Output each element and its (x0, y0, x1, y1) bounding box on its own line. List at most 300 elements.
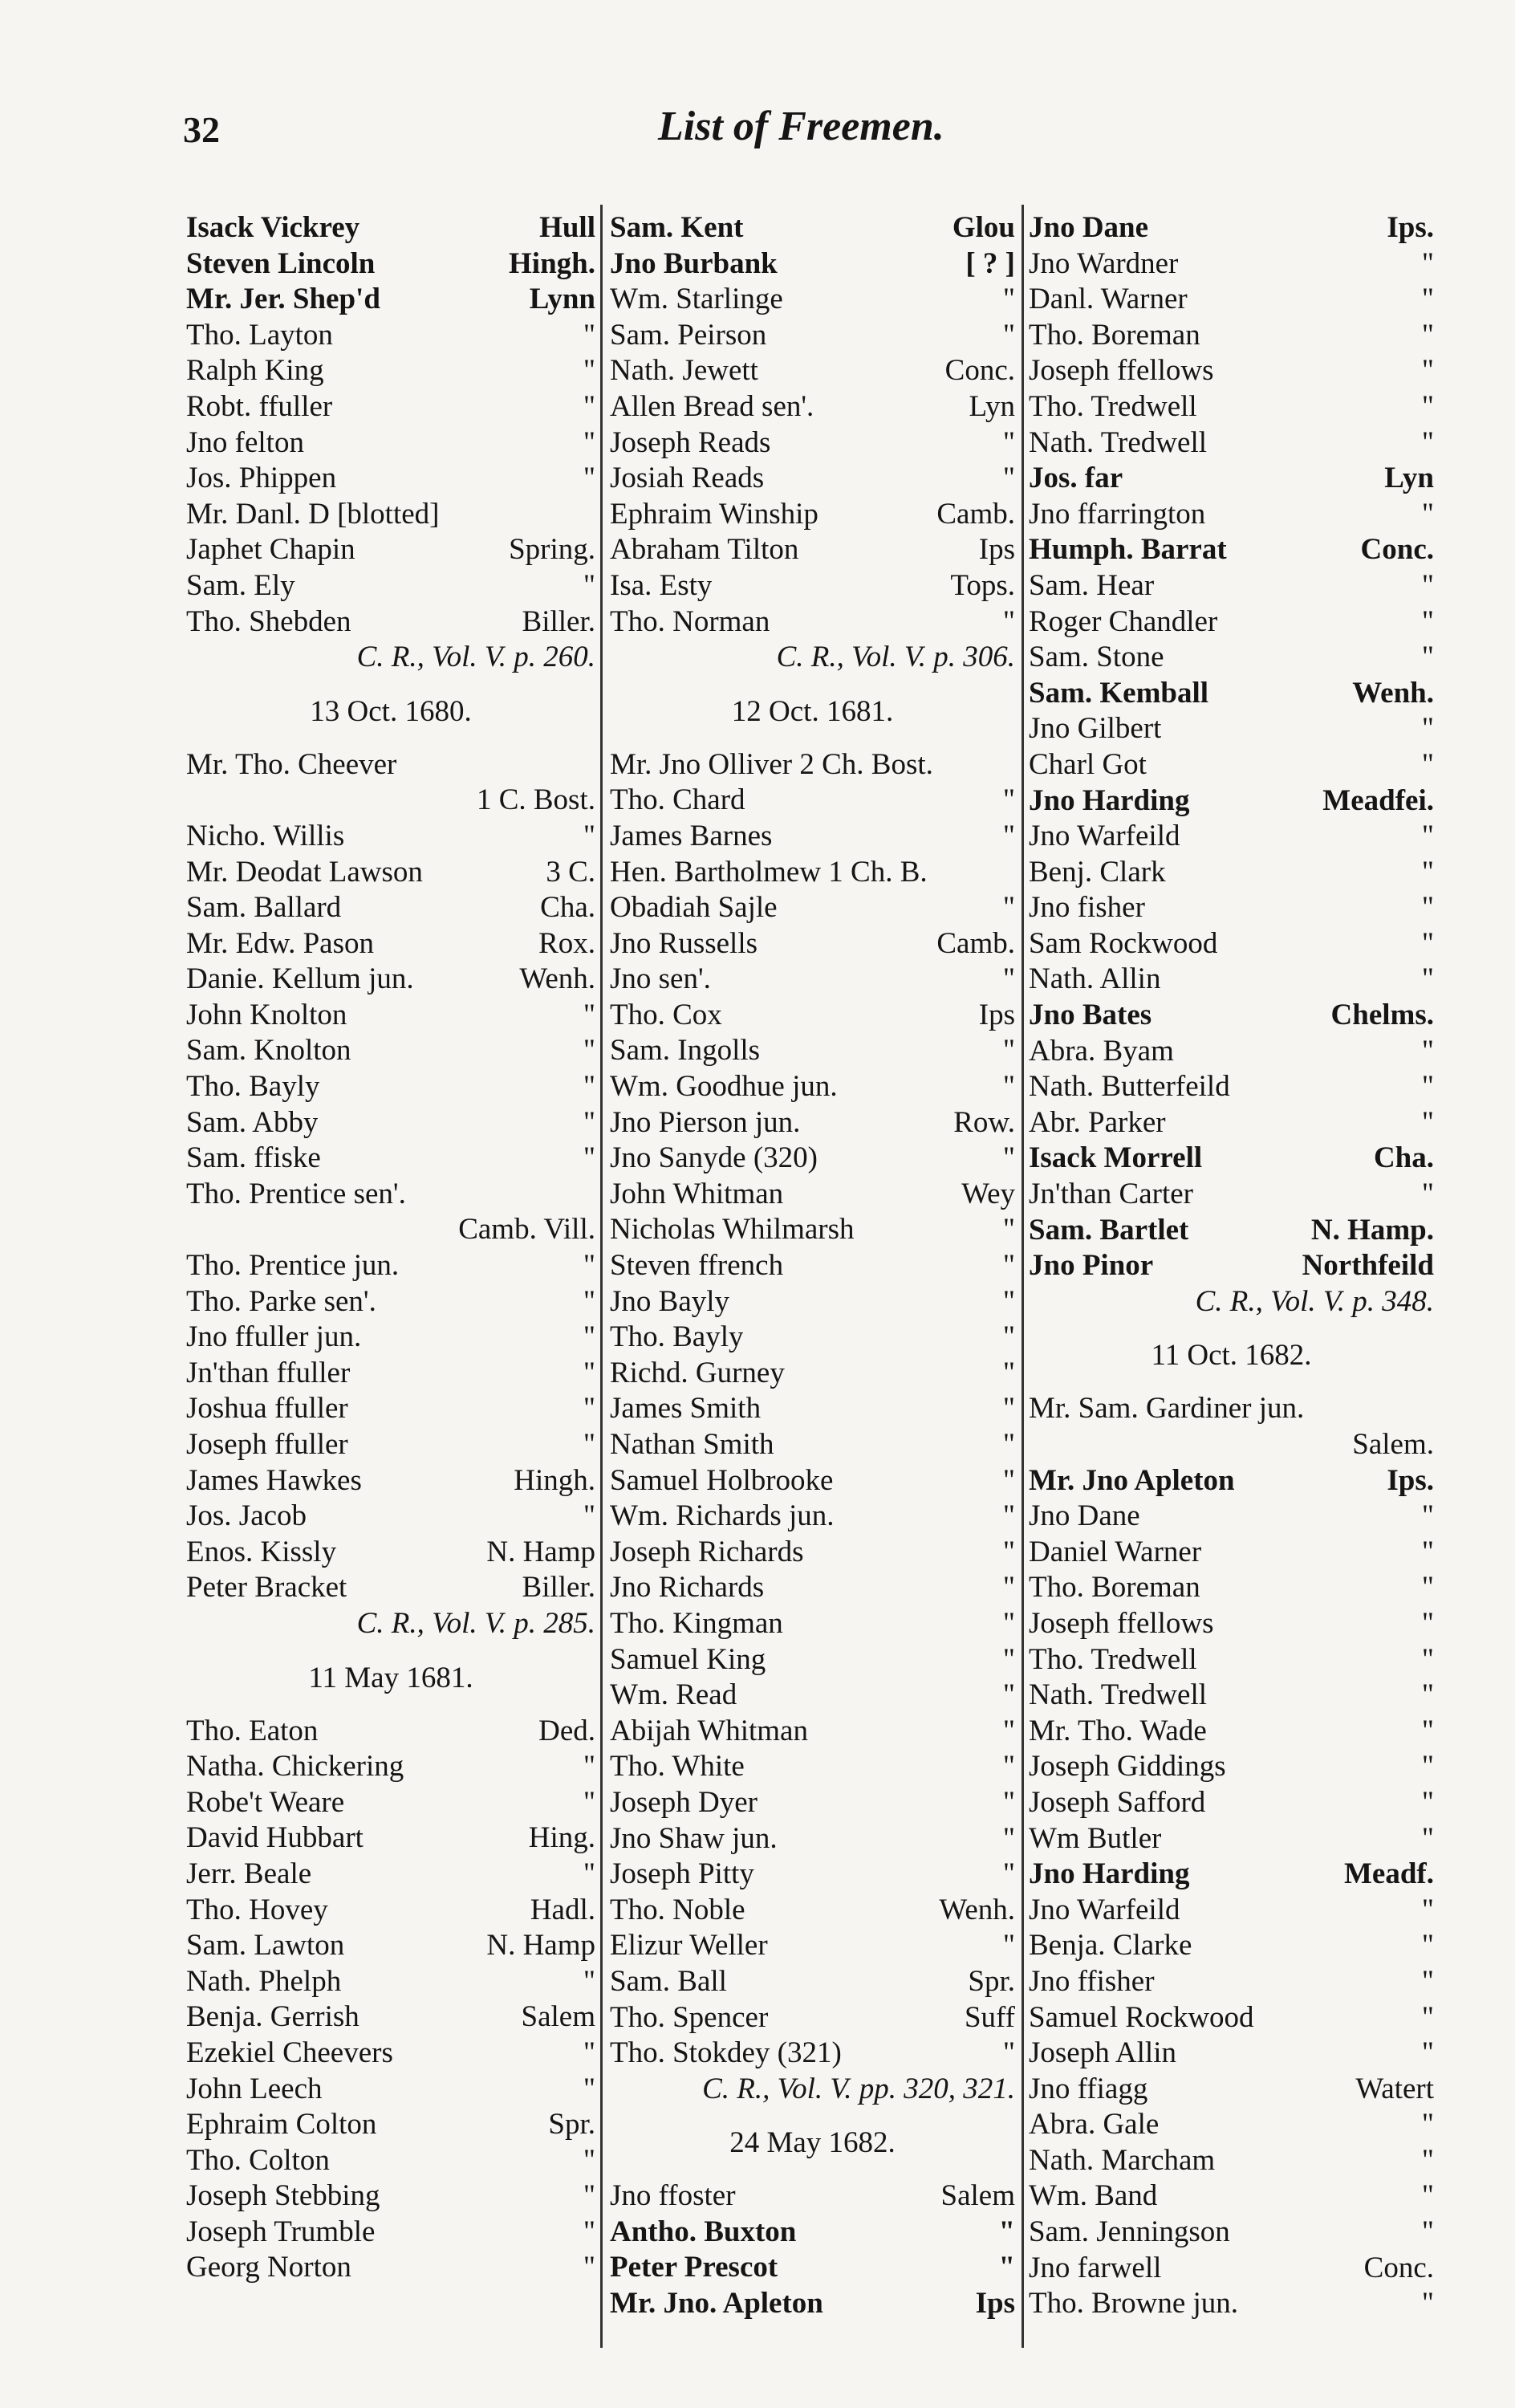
freeman-town: " (1421, 820, 1434, 853)
court-record-reference: C. R., Vol. V. p. 348. (1195, 1284, 1434, 1318)
freeman-entry (1029, 640, 1434, 676)
freeman-town: " (1002, 1750, 1015, 1784)
freeman-entry (1029, 568, 1434, 604)
freeman-town: " (1002, 425, 1015, 459)
freeman-name: Mr. Tho. Cheever (186, 747, 397, 781)
freeman-town: " (1002, 1320, 1015, 1354)
freeman-town: Tops. (950, 568, 1015, 602)
freeman-entry (610, 1391, 1015, 1427)
freeman-name: Joseph Reads (610, 425, 771, 459)
page-number: 32 (183, 109, 220, 150)
freeman-town: Hadl. (530, 1893, 595, 1926)
freeman-entry (186, 1928, 595, 1964)
freeman-name: Obadiah Sajle (610, 891, 778, 925)
freeman-entry (186, 1820, 595, 1857)
freeman-name: Enos. Kissly (186, 1535, 337, 1568)
freeman-name: Jno Wardner (1029, 246, 1179, 280)
freeman-town: " (583, 354, 595, 388)
freeman-entry (610, 926, 1015, 962)
freeman-name: Sam. Kemball (1029, 676, 1209, 710)
freeman-name: Jno Pierson jun. (610, 1105, 801, 1139)
freeman-name: Elizur Weller (610, 1929, 768, 1963)
freeman-town: " (1421, 1499, 1434, 1533)
freeman-name: Georg Norton (186, 2251, 351, 2284)
freeman-entry (186, 926, 595, 962)
freeman-entry (1029, 1141, 1434, 1177)
freeman-name: Jno felton (186, 425, 304, 459)
freeman-entry (610, 2215, 1015, 2251)
freeman-name: Benja. Gerrish (186, 2000, 359, 2034)
freeman-town: " (1421, 1178, 1434, 1211)
freeman-entry (1029, 1570, 1434, 1606)
freeman-name: Sam. Ingolls (610, 1034, 761, 1068)
freeman-name: Sam. Hear (1029, 568, 1155, 602)
freeman-entry (186, 1499, 595, 1535)
court-record-reference: C. R., Vol. V. p. 285. (356, 1606, 595, 1640)
freeman-town: " (1421, 891, 1434, 925)
freeman-town: " (583, 1857, 595, 1890)
freeman-name: Danie. Kellum jun. (186, 962, 414, 996)
freeman-name: Jos. Jacob (186, 1499, 307, 1533)
freeman-entry (1029, 2286, 1434, 2322)
freeman-entry (1029, 2251, 1434, 2287)
freeman-town: " (583, 2072, 595, 2105)
freeman-town: " (583, 1105, 595, 1139)
freeman-town: Ips. (1387, 211, 1434, 244)
freeman-town: " (1002, 1929, 1015, 1963)
freeman-entry (1029, 1928, 1434, 1964)
freeman-name: Jno Warfeild (1029, 820, 1180, 853)
freeman-name: Sam. Abby (186, 1105, 319, 1139)
freeman-town: " (583, 1034, 595, 1068)
freeman-name: Jno Russells (610, 926, 758, 960)
freeman-name: Abijah Whitman (610, 1714, 808, 1747)
freeman-town: " (1421, 2287, 1434, 2321)
freeman-entry (186, 962, 595, 998)
freeman-town: [ ? ] (965, 246, 1015, 280)
freeman-town: Hing. (528, 1821, 595, 1855)
freeman-town: " (583, 1141, 595, 1175)
freeman-name: Peter Bracket (186, 1571, 347, 1605)
freeman-entry (186, 998, 595, 1034)
freeman-name: Daniel Warner (1029, 1535, 1202, 1568)
freeman-town: Conc. (1360, 533, 1434, 567)
freeman-town: " (583, 2143, 595, 2177)
freeman-name: Nicholas Whilmarsh (610, 1213, 855, 1247)
freeman-name: Joseph ffellows (1029, 354, 1214, 388)
freeman-entry (1029, 711, 1434, 747)
freeman-entry (1029, 1248, 1434, 1284)
freeman-town: " (583, 318, 595, 352)
freeman-town: Spring. (509, 533, 595, 567)
freeman-entry (186, 1964, 595, 2000)
freeman-town: " (1421, 926, 1434, 960)
freeman-name: Joseph Pitty (610, 1857, 754, 1891)
freeman-town: " (1002, 783, 1015, 817)
freeman-name: Joseph Giddings (1029, 1750, 1226, 1784)
freeman-town: " (1421, 855, 1434, 889)
freeman-entry (186, 1391, 595, 1427)
freeman-town: " (1421, 1034, 1434, 1068)
freeman-name: Mr. Jer. Shep'd (186, 283, 380, 316)
freeman-town: " (1421, 1105, 1434, 1139)
freeman-name: James Barnes (610, 819, 773, 852)
freeman-name: Jno Richards (610, 1571, 765, 1605)
freeman-entry (1029, 1821, 1434, 1857)
freeman-entry (1029, 532, 1434, 568)
freeman-name: Josiah Reads (610, 462, 765, 495)
freeman-town: " (1421, 1821, 1434, 1855)
freeman-town: Watert (1355, 2072, 1434, 2105)
freeman-entry (186, 389, 595, 425)
freeman-town: " (1002, 1284, 1015, 1318)
freeman-name: John Knolton (186, 998, 347, 1031)
freeman-entry (610, 1893, 1015, 1929)
freeman-town: " (1421, 2000, 1434, 2034)
freeman-entry (610, 1141, 1015, 1177)
freeman-entry (186, 425, 595, 462)
freeman-name: Joseph Richards (610, 1535, 804, 1568)
freeman-name: Tho. Cox (610, 998, 722, 1031)
section-date-heading: 12 Oct. 1681. (731, 694, 894, 728)
freeman-entry (1029, 1499, 1434, 1535)
freeman-entry (186, 1785, 595, 1821)
freeman-entry (1029, 1463, 1434, 1499)
freeman-name: Jerr. Beale (186, 1857, 312, 1890)
freeman-entry (1029, 389, 1434, 425)
town-continuation: Salem. (1352, 1428, 1434, 1461)
freeman-town: " (1421, 604, 1434, 638)
freeman-entry (186, 318, 595, 354)
section-date-heading: 13 Oct. 1680. (310, 694, 472, 728)
freeman-town: " (1421, 1750, 1434, 1784)
freeman-entry (610, 1463, 1015, 1499)
freeman-name: Sam. Ely (186, 568, 295, 602)
freeman-name: Ralph King (186, 354, 324, 388)
freeman-entry (1029, 1069, 1434, 1105)
freeman-town: Rox. (538, 926, 595, 960)
freeman-town: Spr. (548, 2108, 595, 2142)
freeman-name: Jno ffoster (610, 2179, 736, 2213)
freeman-town: " (1421, 2143, 1434, 2177)
freeman-entry (186, 353, 595, 389)
freeman-town: N. Hamp (486, 1535, 595, 1568)
freeman-entry (610, 2286, 1015, 2322)
freeman-name: Ephraim Winship (610, 497, 818, 531)
freeman-entry (1029, 353, 1434, 389)
freeman-town: Ips. (1387, 1463, 1434, 1497)
freeman-name: Jno fisher (1029, 891, 1145, 925)
freeman-name: Joseph ffellows (1029, 1606, 1214, 1640)
freeman-entry (186, 1356, 595, 1392)
freeman-name: Tho. Tredwell (1029, 389, 1197, 423)
freeman-name: Jno Burbank (610, 246, 778, 280)
freeman-entry (186, 1999, 595, 2036)
freeman-name: Jno ffuller jun. (186, 1320, 362, 1354)
freeman-entry (1029, 676, 1434, 712)
court-record-reference: C. R., Vol. V. p. 260. (356, 641, 595, 674)
freeman-entry (1029, 497, 1434, 533)
freeman-name: Ezekiel Cheevers (186, 2036, 393, 2069)
freeman-town: Salem (940, 2179, 1015, 2213)
freeman-entry (1029, 246, 1434, 283)
freeman-town: " (1421, 747, 1434, 781)
freeman-name: Tho. Prentice sen'. (186, 1177, 406, 1210)
freeman-town: " (1002, 891, 1015, 925)
freeman-entry (186, 568, 595, 604)
freeman-entry (610, 962, 1015, 998)
freeman-name: Jno sen'. (610, 962, 711, 996)
freeman-town: Biller. (522, 604, 595, 638)
freeman-name: Nath. Marcham (1029, 2143, 1216, 2177)
freeman-town: " (583, 1356, 595, 1389)
freeman-entry (1029, 282, 1434, 318)
freeman-entry (610, 1535, 1015, 1571)
freeman-town: " (583, 389, 595, 423)
freeman-town: Northfeild (1302, 1249, 1434, 1283)
freeman-entry (1029, 1964, 1434, 2000)
freeman-entry (1029, 318, 1434, 354)
freeman-name: Steven Lincoln (186, 246, 376, 280)
freeman-name: Wm. Starlinge (610, 283, 783, 316)
freeman-town: " (1002, 1642, 1015, 1676)
freeman-entry (610, 1749, 1015, 1785)
freeman-town: Wenh. (939, 1893, 1015, 1926)
freeman-town: " (1421, 1714, 1434, 1747)
freeman-entry (1029, 604, 1434, 641)
freeman-town: Hingh. (514, 1463, 595, 1497)
freeman-town: " (1421, 641, 1434, 674)
freeman-name: Tho. Layton (186, 318, 333, 352)
freeman-town: Ips (978, 533, 1015, 567)
freeman-entry (1029, 1391, 1434, 1427)
freeman-entry (1029, 1177, 1434, 1213)
freeman-name: Jno Bayly (610, 1284, 730, 1318)
freeman-name: Tho. Browne jun. (1029, 2287, 1239, 2321)
freeman-town: Lyn (1384, 462, 1434, 495)
freeman-entry (610, 1857, 1015, 1893)
freeman-entry (610, 1033, 1015, 1069)
freeman-name: Tho. Tredwell (1029, 1642, 1197, 1676)
freeman-entry (1029, 2143, 1434, 2179)
freemen-column-3 (1029, 210, 1434, 2322)
freeman-name: Tho. Norman (610, 604, 770, 638)
freeman-name: Tho. Boreman (1029, 1571, 1200, 1605)
freeman-name: Jos. far (1029, 462, 1123, 495)
freeman-entry (1029, 1642, 1434, 1678)
freeman-town: 3 C. (546, 855, 595, 889)
freeman-entry (610, 1642, 1015, 1678)
freeman-town: Glou (952, 211, 1015, 244)
freeman-town: " (1002, 1392, 1015, 1426)
freeman-name: Sam. Ballard (186, 891, 342, 925)
freeman-name: Sam. Bartlet (1029, 1213, 1189, 1247)
freeman-name: Nath. Jewett (610, 354, 758, 388)
freeman-entry (186, 1105, 595, 1141)
freeman-name: Sam. Stone (1029, 641, 1164, 674)
freeman-name: Tho. Kingman (610, 1606, 783, 1640)
freeman-name: Nath. Tredwell (1029, 1678, 1207, 1712)
freeman-name: Robt. ffuller (186, 389, 333, 423)
freeman-entry (1029, 210, 1434, 246)
freeman-name: Abra. Gale (1029, 2108, 1160, 2142)
freeman-entry (610, 1821, 1015, 1857)
freeman-town: Meadf. (1344, 1857, 1434, 1891)
freeman-entry (186, 2143, 595, 2179)
freeman-entry (186, 819, 595, 855)
court-record-reference: C. R., Vol. V. p. 306. (776, 641, 1015, 674)
freeman-town: " (1421, 2036, 1434, 2070)
freeman-entry (1029, 1678, 1434, 1714)
freeman-town: " (1002, 962, 1015, 996)
freeman-name: Jno Bates (1029, 999, 1152, 1032)
freeman-entry (1029, 1606, 1434, 1642)
freeman-town: " (1421, 712, 1434, 746)
freeman-entry (610, 2178, 1015, 2215)
freeman-entry (610, 2036, 1015, 2072)
freeman-entry (610, 1714, 1015, 1750)
freeman-entry (610, 2250, 1015, 2286)
freeman-name: Steven ffrench (610, 1249, 784, 1283)
freeman-name: John Whitman (610, 1177, 784, 1210)
freeman-name: Sam. Lawton (186, 1929, 345, 1963)
freeman-name: Hen. Bartholmew 1 Ch. B. (610, 855, 928, 889)
freeman-entry (1029, 783, 1434, 820)
freeman-name: Abr. Parker (1029, 1105, 1166, 1139)
freeman-entry (186, 890, 595, 926)
freeman-town: " (998, 2215, 1015, 2248)
freeman-name: Joseph Dyer (610, 1785, 758, 1819)
freeman-entry (186, 1427, 595, 1463)
freeman-name: Jos. Phippen (186, 462, 337, 495)
freeman-entry (186, 1857, 595, 1893)
freeman-entry (186, 2072, 595, 2108)
freeman-town: " (1002, 2036, 1015, 2070)
freeman-entry (610, 1356, 1015, 1392)
freeman-town: " (583, 819, 595, 852)
freeman-name: Sam. Peirson (610, 318, 767, 352)
freeman-name: Tho. Spencer (610, 2000, 769, 2034)
freeman-town: " (1002, 462, 1015, 495)
freeman-entry (610, 1069, 1015, 1105)
freeman-entry (610, 1320, 1015, 1356)
freeman-town: " (1002, 1714, 1015, 1747)
freeman-town: " (1421, 1929, 1434, 1963)
freeman-town: " (583, 1428, 595, 1461)
freeman-name: Joseph ffuller (186, 1428, 348, 1461)
freemen-column-2 (610, 210, 1015, 2322)
freeman-name: Jno Harding (1029, 783, 1190, 817)
freeman-town: Ded. (538, 1714, 595, 1747)
freeman-entry (610, 819, 1015, 855)
freemen-column-1 (186, 210, 595, 2286)
freeman-name: Tho. Bayly (186, 1070, 320, 1104)
freeman-name: Jno Gilbert (1029, 712, 1162, 746)
freeman-town: Lynn (529, 283, 595, 316)
freeman-entry (610, 783, 1015, 819)
freeman-town: N. Hamp (486, 1929, 595, 1963)
freeman-entry (610, 1785, 1015, 1821)
freeman-town: " (583, 462, 595, 495)
freeman-entry (610, 282, 1015, 318)
freeman-entry (610, 1177, 1015, 1213)
freeman-name: Isack Vickrey (186, 211, 360, 244)
freeman-entry (610, 246, 1015, 283)
freeman-town: Meadfei. (1322, 783, 1434, 817)
freeman-town: " (1002, 819, 1015, 852)
town-continuation: Camb. Vill. (458, 1213, 595, 1247)
freeman-town: " (1002, 1499, 1015, 1533)
freeman-entry (186, 2107, 595, 2143)
freeman-town: Conc. (1363, 2251, 1434, 2284)
freeman-town: " (1421, 2215, 1434, 2249)
freeman-name: Jno Sanyde (320) (610, 1141, 818, 1175)
freeman-entry (1029, 890, 1434, 926)
freeman-entry (186, 210, 595, 246)
freeman-entry (1029, 819, 1434, 855)
freeman-town: " (1002, 1249, 1015, 1283)
freeman-name: Joseph Stebbing (186, 2179, 380, 2213)
freeman-name: Joseph Allin (1029, 2036, 1176, 2070)
freeman-town: Cha. (1373, 1141, 1434, 1175)
freeman-name: Wm Butler (1029, 1821, 1162, 1855)
freeman-entry (186, 1463, 595, 1499)
freeman-town: " (583, 1284, 595, 1318)
freeman-town: " (583, 1785, 595, 1819)
freeman-entry (1029, 1857, 1434, 1893)
freeman-name: Tho. Stokdey (321) (610, 2036, 842, 2070)
freeman-entry (186, 1284, 595, 1320)
freeman-town: Camb. (936, 497, 1015, 531)
freeman-entry (186, 2036, 595, 2072)
freeman-town: Chelms. (1330, 999, 1434, 1032)
freeman-name: Samuel King (610, 1642, 766, 1676)
freeman-town: " (1421, 354, 1434, 388)
page-title: List of Freemen. (658, 104, 944, 149)
freeman-entry (1029, 2107, 1434, 2143)
freeman-name: Mr. Jno Apleton (1029, 1463, 1235, 1497)
freeman-town: " (583, 425, 595, 459)
freeman-name: Tho. Colton (186, 2143, 330, 2177)
freeman-town: " (1421, 2179, 1434, 2213)
freeman-name: Mr. Danl. D [blotted] (186, 497, 440, 531)
freeman-town: Camb. (936, 926, 1015, 960)
freeman-name: Benja. Clarke (1029, 1929, 1192, 1963)
freeman-town: " (1421, 497, 1434, 531)
freeman-entry (610, 604, 1015, 641)
freeman-entry (186, 1248, 595, 1284)
freeman-town: " (583, 568, 595, 602)
freeman-name: Isack Morrell (1029, 1141, 1203, 1175)
freeman-name: Jno ffiagg (1029, 2072, 1148, 2105)
freeman-name: Mr. Sam. Gardiner jun. (1029, 1392, 1305, 1426)
freeman-town: N. Hamp. (1310, 1213, 1434, 1247)
freeman-town: " (583, 1750, 595, 1784)
freeman-town: " (1421, 568, 1434, 602)
freeman-entry (1029, 2000, 1434, 2036)
freeman-name: Tho. Noble (610, 1893, 745, 1926)
freeman-entry (1029, 1535, 1434, 1571)
freeman-entry (610, 1284, 1015, 1320)
freeman-town: " (1002, 1034, 1015, 1068)
freeman-town: " (1002, 318, 1015, 352)
freeman-entry (1029, 1213, 1434, 1249)
freeman-town: Wenh. (519, 962, 595, 996)
freeman-entry (610, 1212, 1015, 1248)
freeman-name: Jn'than Carter (1029, 1178, 1193, 1211)
freeman-town: " (1002, 1070, 1015, 1104)
freeman-town: " (1421, 1606, 1434, 1640)
